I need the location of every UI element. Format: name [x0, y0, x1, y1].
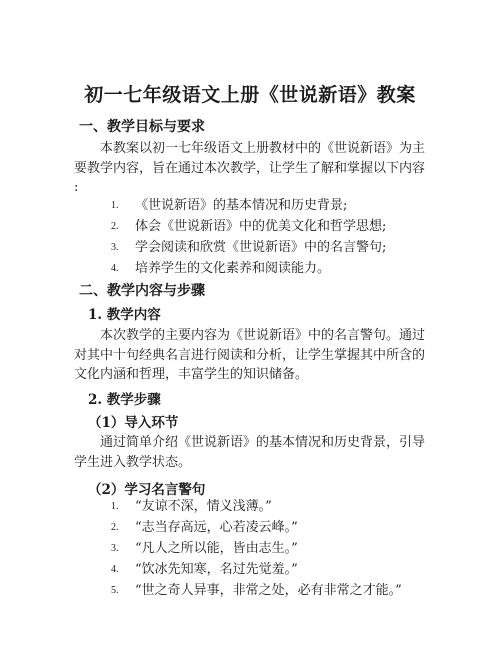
subsection-heading-content: 1. 教学内容: [88, 307, 161, 323]
list-item-text: 培养学生的文化素养和阅读能力。: [135, 261, 331, 276]
content-line-3: 文化内涵和哲理，丰富学生的知识储备。: [74, 367, 309, 382]
intro-step-line-1: 通过简单介绍《世说新语》的基本情况和历史背景，引导: [100, 435, 426, 450]
list-item: [111, 195, 471, 216]
list-item: [111, 237, 471, 258]
goals-intro-paragraph: [74, 139, 454, 198]
list-item: [111, 538, 491, 559]
section-heading-goals: 一、教学目标与要求: [79, 119, 205, 135]
goals-intro-line-2: 要教学内容，旨在通过本次教学，让学生了解和掌握以下内容: [74, 160, 426, 176]
content-line-1: 本次教学的主要内容为《世说新语》中的名言警句。通过: [100, 328, 426, 343]
goals-list: [111, 195, 471, 279]
list-item-number: 1.: [111, 200, 119, 211]
subsection-heading-steps: 2. 教学步骤: [88, 392, 161, 408]
content-paragraph: [74, 326, 454, 385]
list-item: [111, 517, 491, 538]
list-item-number: 3.: [111, 242, 119, 253]
intro-step-paragraph: [74, 433, 454, 472]
list-item-text: “凡人之所以能，皆由志生。”: [135, 541, 298, 556]
step-heading-intro: （1）导入环节: [88, 415, 179, 431]
step-heading-quotes: （2）学习名言警句: [88, 482, 206, 498]
goals-intro-line-1: 本教案以初一七年级语文上册教材中的《世说新语》为主: [100, 141, 426, 156]
list-item-number: 4.: [111, 263, 119, 274]
list-item-number: 2.: [111, 221, 119, 232]
list-item-number: 2.: [111, 522, 119, 533]
list-item-text: 学会阅读和欣赏《世说新语》中的名言警句;: [135, 240, 387, 255]
list-item-text: 《世说新语》的基本情况和历史背景;: [135, 198, 348, 213]
list-item-text: “志当存高远，心若凌云峰。”: [135, 520, 298, 535]
goals-intro-line-3: :: [74, 180, 79, 195]
intro-step-line-2: 学生进入教学状态。: [74, 454, 192, 470]
list-item-text: “饮冰先知寒，名过先觉羞。”: [135, 562, 298, 577]
quotes-list: [111, 496, 491, 601]
list-item: [111, 216, 471, 237]
section-heading-content-steps: 二、教学内容与步骤: [79, 283, 205, 299]
list-item-text: 体会《世说新语》中的优美文化和哲学思想;: [135, 219, 387, 234]
list-item-number: 4.: [111, 564, 119, 575]
list-item-text: “友谅不深，情义浅薄。”: [135, 499, 272, 514]
content-line-2: 对其中十句经典名言进行阅读和分析，让学生掌握其中所含的: [74, 347, 426, 363]
document-title: 初一七年级语文上册《世说新语》教案: [84, 84, 416, 106]
list-item-text: “世之奇人异事，非常之处，必有非常之才能。”: [135, 583, 402, 598]
list-item-number: 3.: [111, 543, 119, 554]
list-item: [111, 496, 491, 517]
list-item-number: 5.: [111, 585, 119, 596]
list-item: [111, 559, 491, 580]
list-item: [111, 258, 471, 279]
list-item-number: 1.: [111, 501, 119, 512]
list-item: [111, 580, 491, 601]
